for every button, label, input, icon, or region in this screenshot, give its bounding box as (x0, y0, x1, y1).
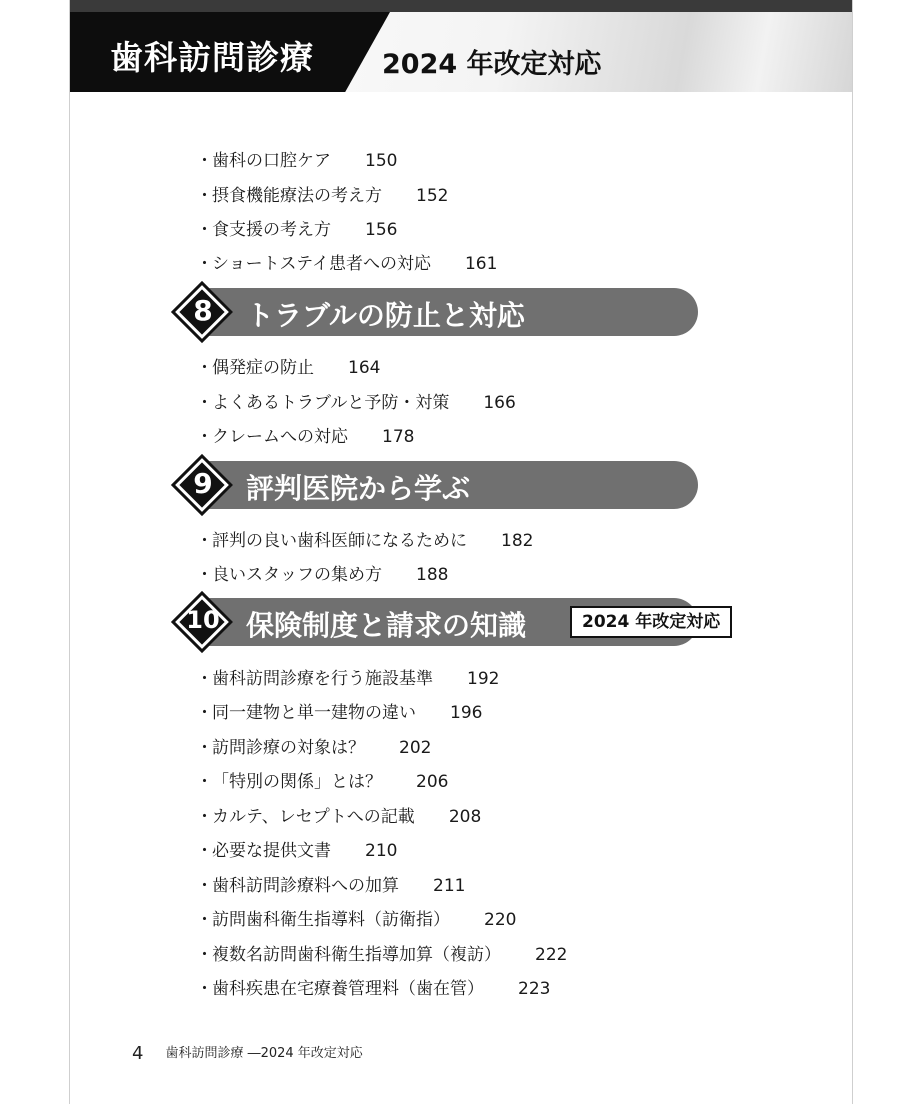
section-title: 保険制度と請求の知識 (246, 609, 527, 642)
toc-item-label: 評判の良い歯科医師になるために (212, 531, 467, 551)
toc-item[interactable]: ・評判の良い歯科医師になるために 182 (196, 531, 534, 551)
toc-item-label: 歯科疾患在宅療養管理料（歯在管） (212, 979, 484, 999)
revision-badge: 2024 年改定対応 (570, 606, 732, 638)
running-title: 歯科訪問診療 ―2024 年改定対応 (165, 1046, 363, 1061)
toc-item-page: 223 (518, 979, 551, 999)
toc-item[interactable]: ・偶発症の防止 164 (196, 358, 381, 378)
toc-item-page: 202 (399, 738, 432, 758)
toc-item[interactable]: ・歯科訪問診療料への加算 211 (196, 876, 466, 896)
toc-item-page: 178 (382, 427, 415, 447)
toc-item[interactable]: ・クレームへの対応 178 (196, 427, 415, 447)
toc-item-label: クレームへの対応 (212, 427, 348, 447)
header-title: 歯科訪問診療 (110, 38, 314, 77)
toc-item[interactable]: ・カルテ、レセプトへの記載 208 (196, 807, 482, 827)
toc-item-page: 208 (448, 807, 482, 827)
toc-item-label: 良いスタッフの集め方 (212, 565, 382, 585)
section-number: 9 (193, 467, 213, 500)
toc-item-label: 必要な提供文書 (212, 841, 331, 861)
section-title: トラブルの防止と対応 (246, 299, 525, 332)
toc-item-label: 訪問診療の対象は？ (212, 738, 365, 758)
toc-item[interactable]: ・歯科疾患在宅療養管理料（歯在管） 223 (196, 979, 551, 999)
toc-item-page: 222 (535, 945, 568, 965)
toc-item-page: 150 (365, 151, 398, 171)
toc-item[interactable]: ・必要な提供文書 210 (196, 841, 398, 861)
toc-item-label: ショートステイ患者への対応 (212, 254, 431, 274)
header-subtitle: 2024 年改定対応 (382, 49, 602, 80)
toc-item-page: 164 (348, 358, 381, 378)
toc-item[interactable]: ・同一建物と単一建物の違い 196 (196, 703, 483, 723)
toc-item-page: 192 (467, 669, 500, 689)
toc-item-page: 166 (483, 393, 516, 413)
page-footer (132, 1042, 363, 1064)
toc-item-label: 歯科訪問診療料への加算 (212, 876, 399, 896)
toc-item[interactable]: ・よくあるトラブルと予防・対策 166 (196, 393, 516, 413)
section-title: 評判医院から学ぶ (246, 472, 471, 505)
section-number: 10 (186, 606, 220, 634)
toc-item[interactable]: ・訪問歯科衛生指導料（訪衛指） 220 (196, 910, 517, 930)
toc-item-label: 複数名訪問歯科衛生指導加算（複訪） (212, 945, 501, 965)
toc-item-label: 摂食機能療法の考え方 (212, 186, 382, 206)
toc-item-page: 161 (464, 254, 498, 274)
toc-item[interactable]: ・ショートステイ患者への対応 161 (196, 254, 498, 274)
toc-item[interactable]: ・歯科の口腔ケア 150 (196, 151, 398, 171)
toc-item[interactable]: ・「特別の関係」とは？ 206 (196, 772, 449, 792)
toc-item-page: 182 (501, 531, 534, 551)
toc-item[interactable]: ・食支援の考え方 156 (196, 220, 398, 240)
toc-item[interactable]: ・複数名訪問歯科衛生指導加算（複訪） 222 (196, 945, 568, 965)
toc-item-page: 188 (416, 565, 449, 585)
toc-item[interactable]: ・良いスタッフの集め方 188 (196, 565, 449, 585)
toc-item[interactable]: ・摂食機能療法の考え方 152 (196, 186, 449, 206)
book-page (69, 0, 853, 1104)
toc-item-label: 偶発症の防止 (212, 358, 314, 378)
toc-item-page: 156 (365, 220, 398, 240)
page-header (70, 0, 852, 92)
toc-item[interactable]: ・訪問診療の対象は？ 202 (196, 738, 432, 758)
toc-item-label: よくあるトラブルと予防・対策 (212, 393, 450, 413)
toc-item-label: 「特別の関係」とは？ (212, 772, 382, 792)
toc-item-page: 152 (416, 186, 449, 206)
toc-item-page: 211 (433, 876, 466, 896)
toc-item-page: 206 (416, 772, 449, 792)
page-number: 4 (132, 1043, 144, 1064)
toc-item-page: 196 (450, 703, 483, 723)
header-top-bar (70, 0, 852, 12)
toc-item[interactable]: ・歯科訪問診療を行う施設基準 192 (196, 669, 500, 689)
toc-item-page: 210 (365, 841, 398, 861)
toc-item-label: カルテ、レセプトへの記載 (212, 807, 415, 827)
section-number: 8 (193, 294, 213, 327)
section-heading-9[interactable] (176, 461, 698, 509)
toc-item-label: 歯科の口腔ケア (212, 151, 331, 171)
toc-item-label: 訪問歯科衛生指導料（訪衛指） (212, 910, 450, 930)
toc-item-label: 食支援の考え方 (212, 220, 331, 240)
section-heading-8[interactable] (176, 288, 698, 336)
toc-item-label: 歯科訪問診療を行う施設基準 (212, 669, 433, 689)
toc-item-label: 同一建物と単一建物の違い (212, 703, 416, 723)
toc-item-page: 220 (484, 910, 517, 930)
